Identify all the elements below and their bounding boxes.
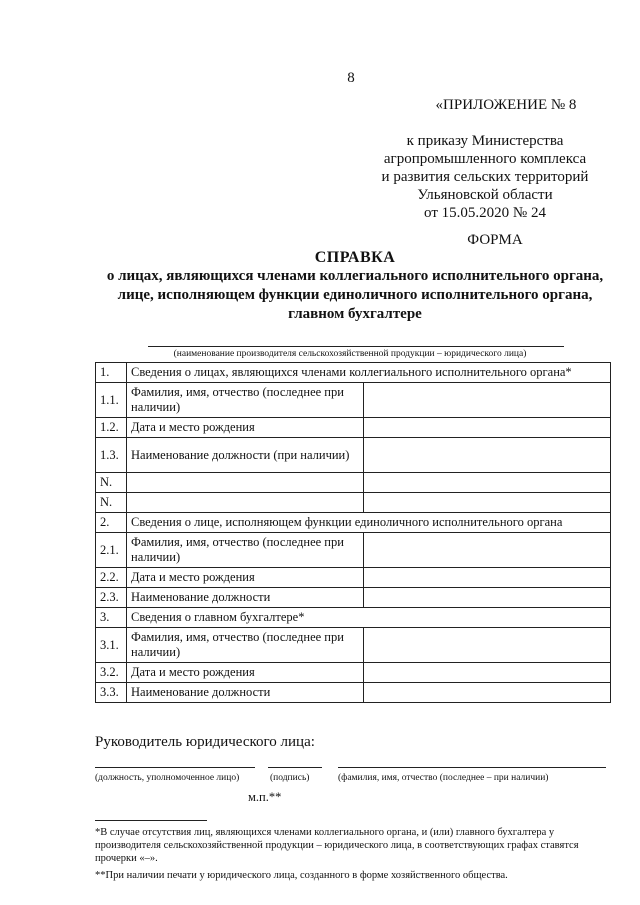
order-line: к приказу Министерства [406, 133, 564, 149]
table-row [96, 663, 611, 683]
row-label: Дата и место рождения [127, 568, 364, 588]
table-row [96, 383, 611, 418]
row-number: 3.1. [96, 628, 127, 663]
sign-caption: (подпись) [270, 773, 310, 783]
order-line: Ульяновской области [417, 187, 553, 203]
row-value-field[interactable] [364, 473, 611, 493]
row-number: 2.1. [96, 533, 127, 568]
table-row [96, 628, 611, 663]
row-number: 3.2. [96, 663, 127, 683]
row-label: Наименование должности [127, 588, 364, 608]
table-row [96, 418, 611, 438]
row-value-field[interactable] [364, 533, 611, 568]
footnotes [95, 826, 615, 886]
order-line: и развития сельских территорий [381, 169, 589, 185]
title-line: главном бухгалтере [288, 306, 422, 322]
footnote: **При наличии печати у юридического лица, созданного в форме хозяйственного общества. [95, 870, 508, 881]
row-value-field[interactable] [364, 628, 611, 663]
form-label: ФОРМА [467, 232, 523, 248]
row-value-field[interactable] [364, 683, 611, 703]
row-label: Наименование должности [127, 683, 364, 703]
position-line [95, 767, 255, 768]
page-number: 8 [347, 70, 355, 86]
row-value-field[interactable] [364, 568, 611, 588]
position-caption: (должность, уполномоченное лицо) [95, 773, 240, 783]
row-label: Фамилия, имя, отчество (последнее при наличии) [127, 533, 364, 568]
row-label: Фамилия, имя, отчество (последнее при наличии) [127, 628, 364, 663]
row-number: N. [96, 473, 127, 493]
footnote-divider [95, 820, 207, 821]
signature-line [268, 767, 322, 768]
title-line: о лицах, являющихся членами коллегиального исполнительного органа, [106, 268, 604, 284]
section-heading: Сведения о главном бухгалтере* [127, 608, 611, 628]
section-heading: Сведения о лицах, являющихся членами коллегиального исполнительного органа* [127, 363, 611, 383]
title-line: лице, исполняющем функции единоличного исполнительного органа, [117, 287, 593, 303]
row-number: 3.3. [96, 683, 127, 703]
table-row [96, 473, 611, 493]
row-number: 2.2. [96, 568, 127, 588]
section-heading: Сведения о лице, исполняющем функции единоличного исполнительного органа [127, 513, 611, 533]
footnote: *В случае отсутствия лиц, являющихся членами коллегиального органа, и (или) главного бухгалтера у производителя сельскохозяйственной продукции – юридического лица, в соответствующих графах ставятся прочерки «–». [95, 827, 579, 864]
organization-name-line [148, 346, 564, 347]
row-label: Фамилия, имя, отчество (последнее при наличии) [127, 383, 364, 418]
row-number: 1.1. [96, 383, 127, 418]
row-value-field[interactable] [364, 418, 611, 438]
row-number: 2.3. [96, 588, 127, 608]
row-label: Дата и место рождения [127, 418, 364, 438]
row-value-field[interactable] [364, 438, 611, 473]
table-row [96, 493, 611, 513]
table-row [96, 568, 611, 588]
name-caption: (фамилия, имя, отчество (последнее – при наличии) [338, 773, 549, 783]
table-row [96, 513, 611, 533]
row-label: Дата и место рождения [127, 663, 364, 683]
row-number: 1. [96, 363, 127, 383]
order-line: агропромышленного комплекса [383, 151, 587, 167]
row-number: 3. [96, 608, 127, 628]
table-row [96, 363, 611, 383]
table-row [96, 438, 611, 473]
info-table [95, 362, 611, 703]
seal-mark: м.п.** [248, 790, 282, 804]
name-line [338, 767, 606, 768]
appendix-title: «ПРИЛОЖЕНИЕ № 8 [435, 97, 577, 113]
row-value-field[interactable] [364, 383, 611, 418]
document-title [60, 248, 640, 324]
row-label [127, 493, 364, 513]
row-label: Наименование должности (при наличии) [127, 438, 364, 473]
organization-caption: (наименование производителя сельскохозяйственной продукции – юридического лица) [173, 349, 527, 359]
row-number: 1.2. [96, 418, 127, 438]
table-row [96, 588, 611, 608]
table-row [96, 608, 611, 628]
row-number: 1.3. [96, 438, 127, 473]
row-number: N. [96, 493, 127, 513]
order-line: от 15.05.2020 № 24 [424, 205, 546, 221]
row-value-field[interactable] [364, 588, 611, 608]
table-row [96, 683, 611, 703]
signature-title: Руководитель юридического лица: [95, 734, 315, 750]
row-number: 2. [96, 513, 127, 533]
title-main: СПРАВКА [314, 249, 396, 266]
order-reference [330, 132, 640, 222]
row-value-field[interactable] [364, 663, 611, 683]
row-value-field[interactable] [364, 493, 611, 513]
table-row [96, 533, 611, 568]
row-label [127, 473, 364, 493]
